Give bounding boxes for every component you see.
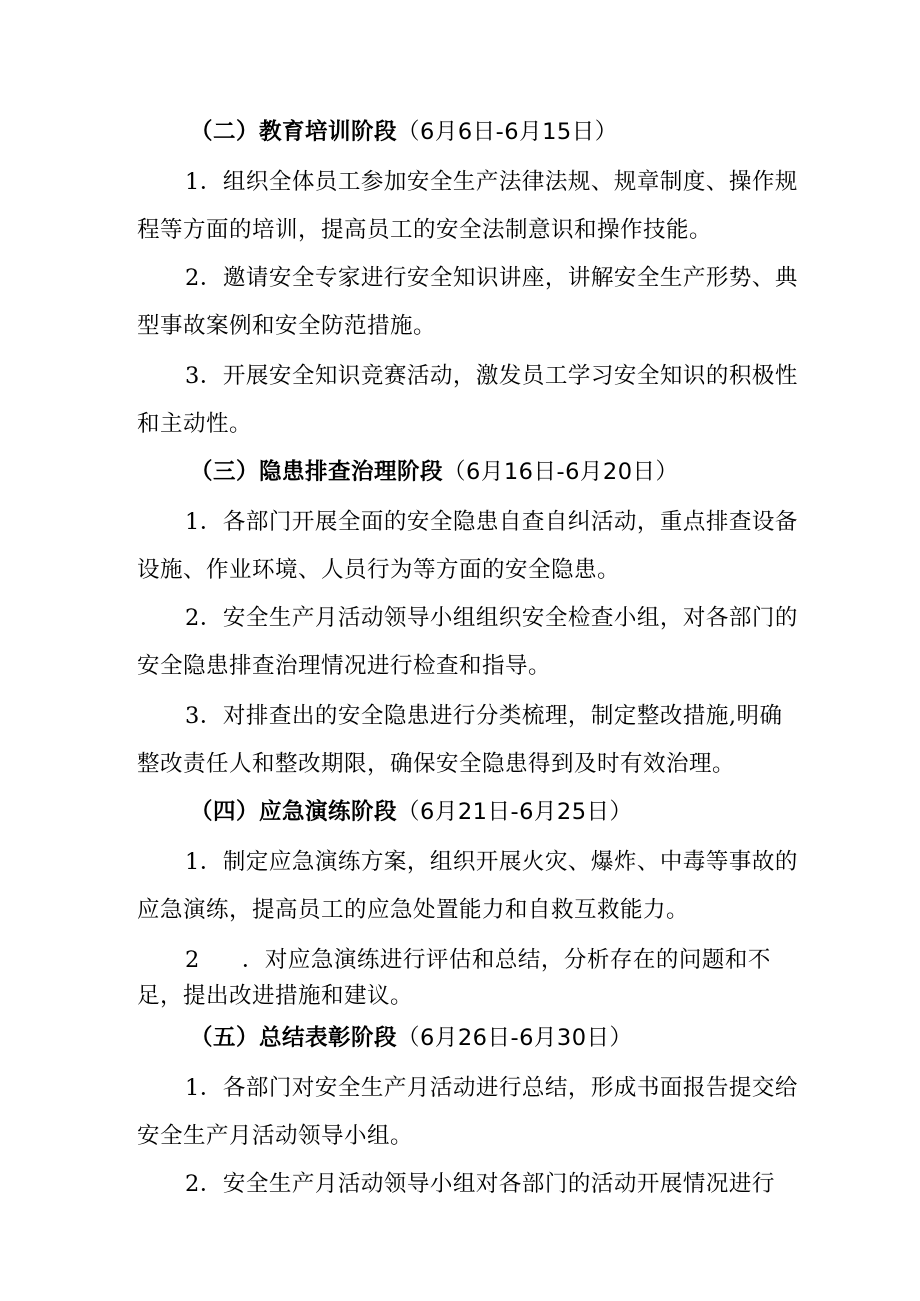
- paragraph-line: 3．对排查出的安全隐患进行分类梳理，制定整改措施,明确: [185, 703, 783, 729]
- section-heading-title: （四）应急演练阶段: [190, 799, 398, 825]
- paragraph-line: 程等方面的培训，提高员工的安全法制意识和操作技能。: [137, 217, 713, 243]
- section-heading-5: [0, 1023, 920, 1053]
- section-heading-title: （三）隐患排查治理阶段: [190, 459, 444, 485]
- paragraph-line: 1．组织全体员工参加安全生产法律法规、规章制度、操作规: [185, 169, 798, 195]
- item-text: ．对应急演练进行评估和总结，分析存在的问题和不: [241, 947, 771, 973]
- paragraph-line: 和主动性。: [137, 411, 253, 437]
- item-number: 2: [185, 947, 200, 973]
- paragraph-line: 型事故案例和安全防范措施。: [137, 313, 437, 339]
- paragraph-line: 整改责任人和整改期限，确保安全隐患得到及时有效治理。: [137, 751, 736, 777]
- section-heading-date: （6月16日-6月20日）: [443, 459, 679, 485]
- paragraph-line: 1．制定应急演练方案，组织开展火灾、爆炸、中毒等事故的: [185, 849, 798, 875]
- section-heading-date: （6月26日-6月30日）: [397, 1025, 633, 1051]
- paragraph-line: 2．安全生产月活动领导小组对各部门的活动开展情况进行: [185, 1171, 775, 1197]
- section-heading-2: [0, 117, 920, 147]
- section-heading-3: [0, 457, 920, 487]
- paragraph-line: 2．邀请安全专家进行安全知识讲座，讲解安全生产形势、典: [185, 265, 798, 291]
- section-heading-date: （6月6日-6月15日）: [397, 119, 618, 145]
- paragraph-line: 设施、作业环境、人员行为等方面的安全隐患。: [137, 557, 621, 583]
- paragraph-line: 应急演练，提高员工的应急处置能力和自救互救能力。: [137, 897, 690, 923]
- paragraph-line: 3．开展安全知识竞赛活动，激发员工学习安全知识的积极性: [185, 363, 798, 389]
- paragraph-line: 安全隐患排查治理情况进行检查和指导。: [137, 653, 552, 679]
- paragraph-line-numbered: [0, 945, 920, 975]
- paragraph-line: 1．各部门对安全生产月活动进行总结，形成书面报告提交给: [185, 1075, 798, 1101]
- paragraph-line: 安全生产月活动领导小组。: [137, 1123, 414, 1149]
- paragraph-line: 2．安全生产月活动领导小组组织安全检查小组，对各部门的: [185, 605, 798, 631]
- section-heading-4: [0, 797, 920, 827]
- section-heading-date: （6月21日-6月25日）: [397, 799, 633, 825]
- section-heading-title: （二）教育培训阶段: [190, 119, 398, 145]
- paragraph-line: 1．各部门开展全面的安全隐患自查自纠活动，重点排查设备: [185, 509, 798, 535]
- section-heading-title: （五）总结表彰阶段: [190, 1025, 398, 1051]
- paragraph-line: 足，提出改进措施和建议。: [137, 983, 414, 1009]
